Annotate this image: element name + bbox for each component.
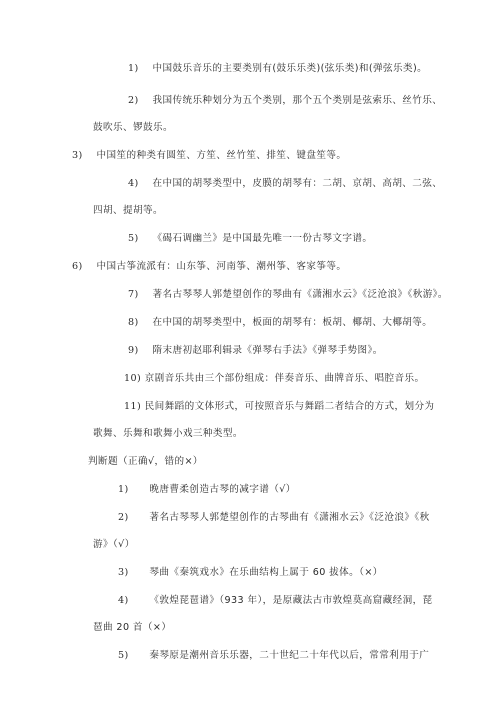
true-false-heading: 判断题（正确√，错的×） <box>88 456 203 467</box>
tf-item-5-line-1: 5) 秦琴原是潮州音乐乐器，二十世纪二十年代以后，常常利用于广 <box>118 650 430 661</box>
item-1-line-1: 1) 中国鼓乐音乐的主要类别有(鼓乐乐类)(弦乐类)和(弹弦乐类)。 <box>128 63 428 74</box>
item-8-line-1: 8) 在中国的胡琴类型中，板面的胡琴有：板胡、椰胡、大椰胡等。 <box>128 317 433 328</box>
item-4-line-1: 4) 在中国的胡琴类型中，皮膜的胡琴有：二胡、京胡、高胡、二弦、 <box>128 178 443 189</box>
item-2-line-1: 2) 我国传统乐种划分为五个类别，那个五个类别是弦索乐、丝竹乐、 <box>128 95 443 106</box>
item-5-line-1: 5) 《碣石调幽兰》是中国最先唯一一份古琴文字谱。 <box>128 233 373 244</box>
item-10-line-1: 10) 京剧音乐共由三个部份组成：伴奏音乐、曲牌音乐、唱腔音乐。 <box>124 373 425 384</box>
item-3-line-1: 3) 中国笙的种类有圆笙、方笙、丝竹笙、排笙、键盘笙等。 <box>72 150 347 161</box>
item-2-line-2: 鼓吹乐、锣鼓乐。 <box>93 122 173 133</box>
tf-item-2-line-2: 游》（√） <box>93 539 135 550</box>
item-9-line-1: 9) 隋末唐初赵耶利辑录《弹琴右手法》《弹琴手势图》。 <box>128 345 383 356</box>
item-4-line-2: 四胡、提胡等。 <box>93 205 163 216</box>
tf-item-3-line-1: 3) 琴曲《秦筑戏水》在乐曲结构上属于 60 拔体。（×） <box>118 567 383 578</box>
tf-item-2-line-1: 2) 著名古琴琴人郭楚望创作的古琴曲有《潇湘水云》《泛沧浪》《秋 <box>118 512 430 523</box>
item-11-line-2: 歌舞、乐舞和歌舞小戏三种类型。 <box>93 428 243 439</box>
tf-item-1-line-1: 1) 晚唐曹柔创造古琴的减字谱（√） <box>118 484 296 495</box>
item-11-line-1: 11) 民间舞蹈的文体形式，可按照音乐与舞蹈二者结合的方式，划分为 <box>124 401 435 412</box>
item-7-line-1: 7) 著名古琴琴人郭楚望创作的琴曲有《潇湘水云》《泛沧浪》《秋游》。 <box>128 289 448 300</box>
item-6-line-1: 6) 中国古筝流派有：山东筝、河南筝、潮州筝、客家筝等。 <box>72 261 347 272</box>
tf-item-4-line-1: 4) 《敦煌琵琶谱》（933 年），是原藏法古市敦煌莫高窟藏经洞，琵 <box>118 595 433 606</box>
tf-item-4-line-2: 琶曲 20 首（×） <box>93 622 172 633</box>
